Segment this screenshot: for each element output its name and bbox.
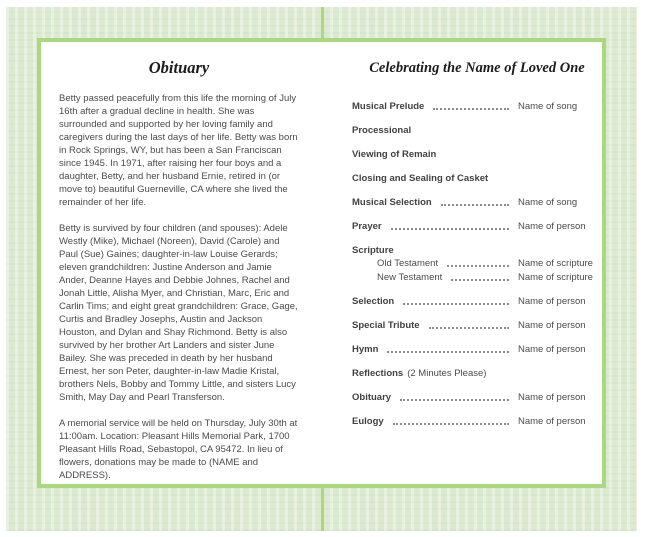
service-label: Viewing of Remain [352, 149, 437, 160]
dotted-leader [387, 351, 509, 353]
service-value: Name of person [518, 392, 586, 403]
obituary-paragraph: A memorial service will be held on Thursday, July 30th at 11:00am. Location: Pleasant Hills Memorial Park, 1700 Pleasant Hills Road, Sebastopol, CA 95472. In lieu of flowers, donations may be made to (NAME and ADDRESS). [59, 418, 298, 481]
obituary-paragraph: Betty passed peacefully from this life the morning of July 16th after a gradual decline in health. She was surrounded and supported by her loving family and caregivers during the last days of her life. Betty was born in Rock Springs, WY, but has been a San Franciscan since 1945. In 1971, after raising her four boys and a daughter, Betty, and her husband Ernie, retired in (or move to) beautiful Guerneville, CA where she lived the remainder of her life. [59, 93, 298, 208]
dotted-leader [391, 228, 509, 230]
service-label: Hymn [352, 344, 379, 355]
service-label: Obituary [352, 392, 392, 403]
service-value: Name of person [518, 344, 586, 355]
service-value: Name of scripture [518, 272, 593, 283]
service-row [352, 124, 602, 137]
dotted-leader [451, 279, 509, 281]
service-label: Scripture [352, 245, 394, 256]
service-row [352, 415, 602, 428]
dotted-leader [429, 327, 509, 329]
service-label: Old Testament [377, 258, 439, 269]
service-label: Processional [352, 125, 412, 136]
service-row [352, 220, 602, 233]
service-row [352, 343, 602, 356]
service-label: Special Tribute [352, 320, 420, 331]
service-label: New Testament [377, 272, 443, 283]
service-value: Name of person [518, 320, 586, 331]
service-row [352, 367, 602, 380]
service-row [352, 196, 602, 209]
service-row [352, 172, 602, 185]
service-value: Name of person [518, 296, 586, 307]
service-label: Selection [352, 296, 395, 307]
service-title: Celebrating the Name of Loved One [369, 60, 585, 76]
service-label: Prayer [352, 221, 382, 232]
service-value: Name of song [518, 101, 578, 112]
dotted-leader [400, 399, 509, 401]
service-label-suffix: (2 Minutes Please) [407, 368, 487, 379]
dotted-leader [393, 423, 509, 425]
service-row [352, 319, 602, 332]
obituary-title: Obituary [148, 58, 210, 77]
service-value: Name of person [518, 416, 586, 427]
service-label: Closing and Sealing of Casket [352, 173, 489, 184]
dotted-leader [441, 204, 509, 206]
left-page [59, 58, 299, 495]
service-row [352, 295, 602, 308]
service-label: Musical Prelude [352, 101, 425, 112]
dotted-leader [433, 108, 509, 110]
service-row [352, 244, 602, 257]
service-row [352, 257, 602, 270]
service-value: Name of person [518, 221, 586, 232]
service-value: Name of song [518, 197, 578, 208]
service-label: Eulogy [352, 416, 384, 427]
obituary-paragraph: Betty is survived by four children (and spouses): Adele Westly (Mike), Michael (Noreen), David (Carole) and Paul (Sue) Gaines; daughter-in-law Louise Gerards; eleven grandchildren: Justine Anderson and Jamie Ander, Deanne Hayes and Debbie Johnes, Rachel and Jonah Little, Alisha Myer, and Christian, Marc, Eric and Carlin Tims; and eight great grandchildren: Grace, Gage, Curtis and Bradley Josephs, Austin and Jackson Houston, and Dylan and Shay Richmond. Betty is also survived by her brother Art Landers and sister June Bailey. She was preceded in death by her husband Ernest, her son Peter, daughter-in-law Madie Kristal, brothers Nels, Bobby and Tommy Little, and sisters Lucy Smith, May Day and Pearl Transferson. [59, 223, 298, 403]
obituary-body [59, 92, 299, 482]
service-row [352, 100, 602, 113]
service-value: Name of scripture [518, 258, 593, 269]
service-label: Musical Selection [352, 197, 432, 208]
service-label: Reflections [352, 368, 404, 379]
service-row [352, 271, 602, 284]
service-row [352, 391, 602, 404]
dotted-leader [403, 303, 509, 305]
service-row [352, 148, 602, 161]
dotted-leader [447, 265, 509, 267]
right-page [352, 58, 602, 439]
